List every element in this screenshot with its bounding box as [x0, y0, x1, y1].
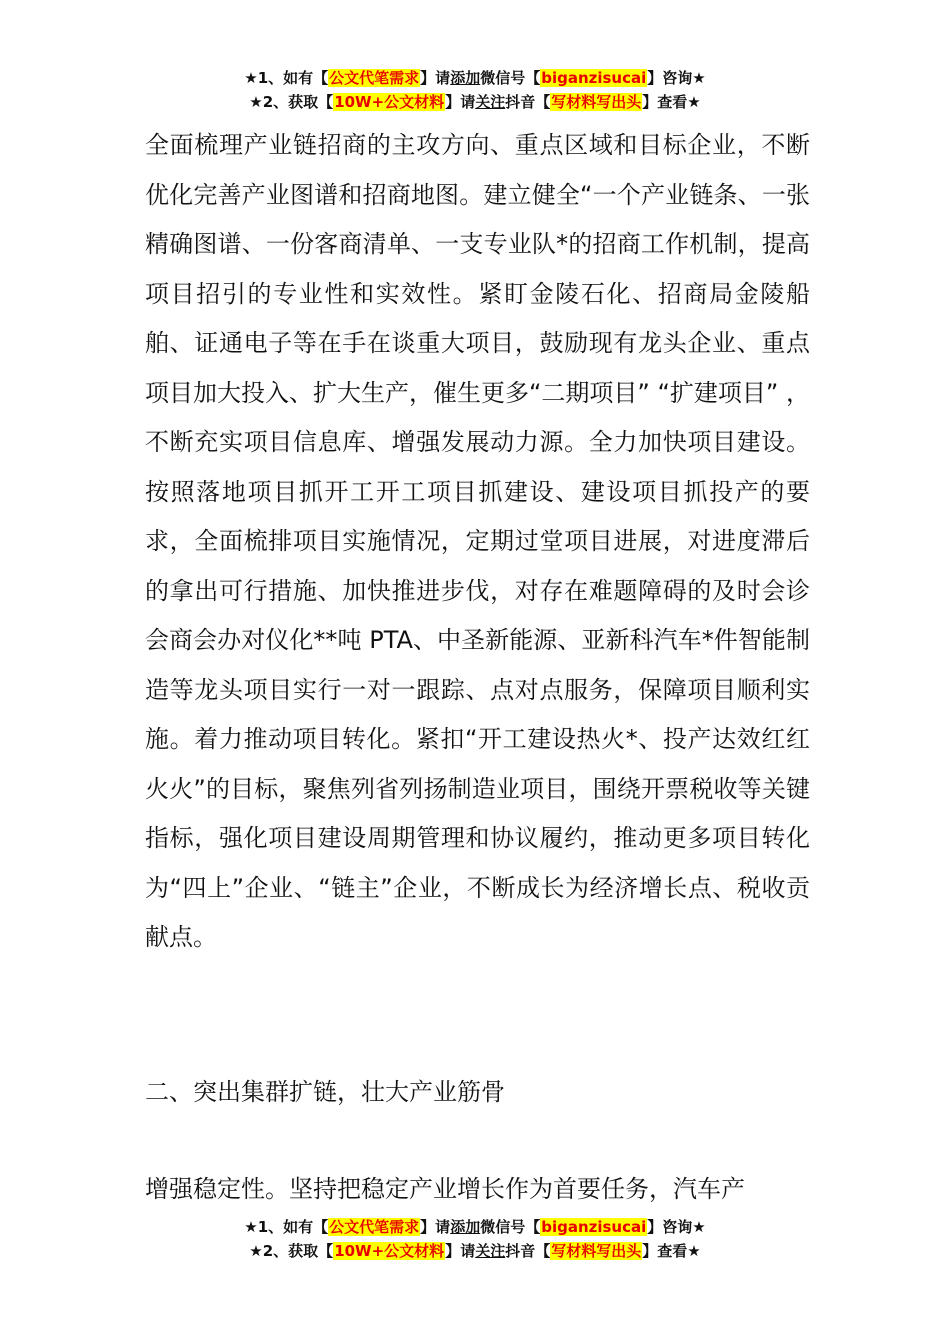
- banner-line-2: [0, 1239, 950, 1263]
- banner-highlight: 公文代笔需求: [329, 69, 420, 87]
- banner-underline: 添加: [450, 1218, 481, 1236]
- banner-line-2: [0, 90, 950, 114]
- banner-text: 】请: [420, 1218, 451, 1236]
- banner-text: ★1、如有【: [244, 69, 329, 87]
- banner-text: 】请: [420, 69, 451, 87]
- banner-line-1: [0, 1215, 950, 1239]
- banner-highlight: 10W+公文材料: [334, 1242, 445, 1260]
- paragraph: 全面梳理产业链招商的主攻方向、重点区域和目标企业，不断优化完善产业图谱和招商地图。建立健全“一个产业链条、一张精确图谱、一份客商清单、一支专业队*的招商工作机制，提高项目招引的专业性和实效性。紧盯金陵石化、招商局金陵船舶、证通电子等在手在谈重大项目，鼓励现有龙头企业、重点项目加大投入、扩大生产，催生更多“二期项目” “扩建项目” ，不断充实项目信息库、增强发展动力源。全力加快项目建设。按照落地项目抓开工开工项目抓建设、建设项目抓投产的要求，全面梳排项目实施情况，定期过堂项目进展，对进度滞后的拿出可行措施、加快推进步伐，对存在难题障碍的及时会诊会商会办对仪化**吨 PTA、中圣新能源、亚新科汽车*件智能制造等龙头项目实行一对一跟踪、点对点服务，保障项目顺利实施。着力推动项目转化。紧扣“开工建设热火*、投产达效红红火火”的目标，聚焦列省列扬制造业项目，围绕开票税收等关键指标，强化项目建设周期管理和协议履约，推动更多项目转化为“四上”企业、“链主”企业，不断成长为经济增长点、税收贡献点。: [145, 131, 810, 951]
- document-body: [145, 121, 810, 963]
- banner-text: 微信号【: [480, 1218, 541, 1236]
- banner-text: 】咨询★: [647, 69, 706, 87]
- banner-highlight: 写材料写出头: [551, 1242, 642, 1260]
- banner-text: ★2、获取【: [249, 93, 334, 111]
- banner-text: 】请: [445, 93, 476, 111]
- banner-text: 微信号【: [480, 69, 541, 87]
- banner-highlight: 10W+公文材料: [334, 93, 445, 111]
- banner-text: 抖音【: [505, 93, 551, 111]
- paragraph: 增强稳定性。坚持把稳定产业增长作为首要任务，汽车产: [145, 1175, 745, 1203]
- banner-text: 】查看★: [642, 1242, 701, 1260]
- banner-underline: 关注: [475, 93, 506, 111]
- banner-line-1: [0, 66, 950, 90]
- banner-text: ★1、如有【: [244, 1218, 329, 1236]
- banner-text: ★2、获取【: [249, 1242, 334, 1260]
- banner-underline: 关注: [475, 1242, 506, 1260]
- banner-highlight: 写材料写出头: [551, 93, 642, 111]
- banner-highlight: biganzisucai: [541, 69, 647, 87]
- banner-highlight: biganzisucai: [541, 1218, 647, 1236]
- banner-text: 抖音【: [505, 1242, 551, 1260]
- banner-highlight: 公文代笔需求: [329, 1218, 420, 1236]
- section-heading: 二、突出集群扩链，壮大产业筋骨: [145, 1078, 505, 1106]
- banner-text: 】咨询★: [647, 1218, 706, 1236]
- banner-text: 】查看★: [642, 93, 701, 111]
- header-banner: [0, 66, 950, 114]
- footer-banner: [0, 1215, 950, 1263]
- banner-underline: 添加: [450, 69, 481, 87]
- banner-text: 】请: [445, 1242, 476, 1260]
